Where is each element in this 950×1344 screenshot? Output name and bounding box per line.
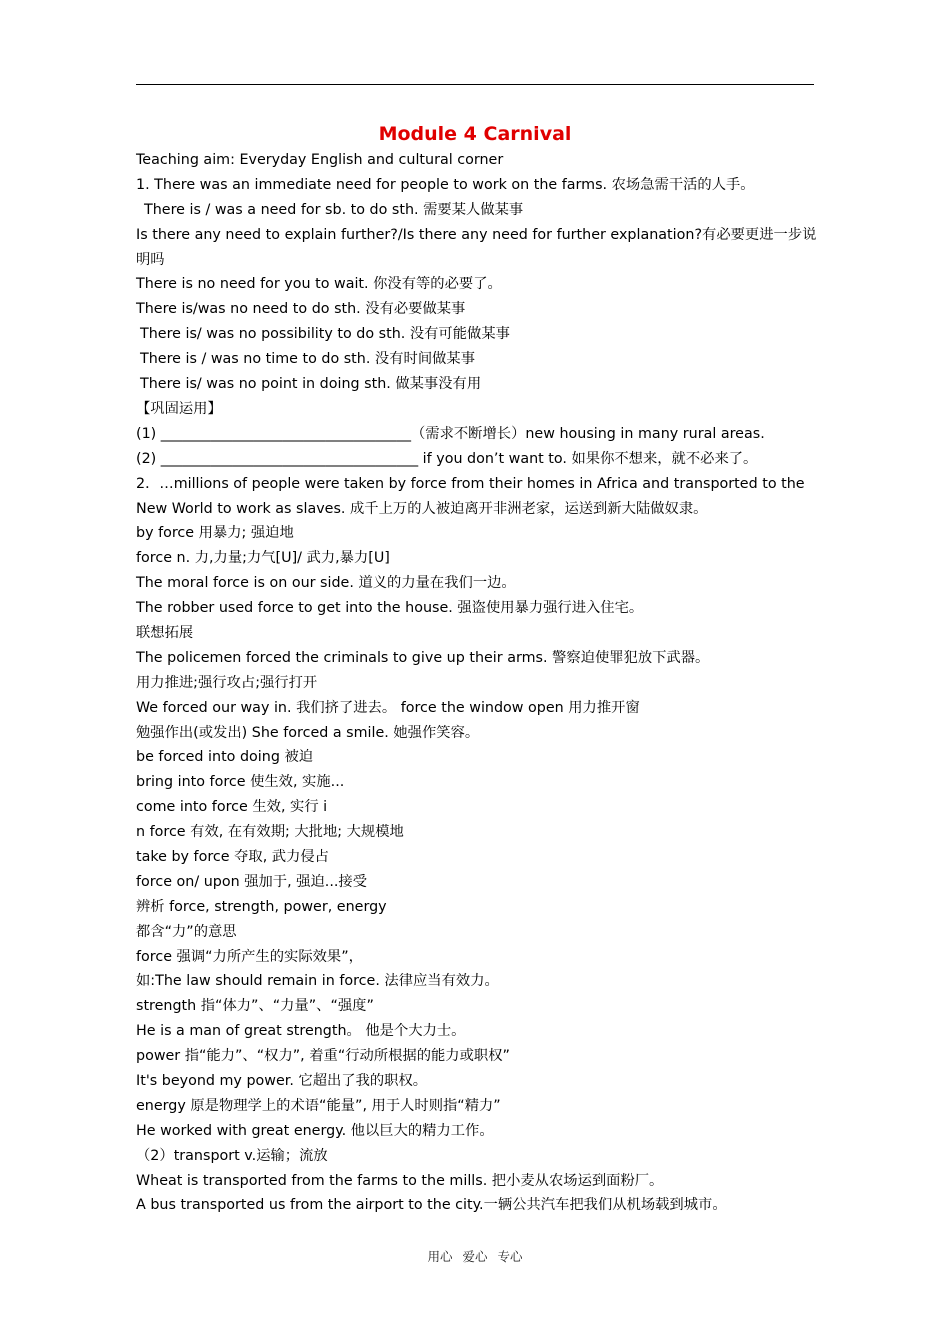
text-line: take by force 夺取, 武力侵占 <box>136 849 329 865</box>
text-line: There is/ was no possibility to do sth. 没有可能做某事 <box>140 326 510 343</box>
section-heading: 联想拓展 <box>136 624 194 641</box>
text-line: There is / was no time to do sth. 没有时间做某事 <box>140 351 476 368</box>
page-title: Module 4 Carnival <box>378 123 572 145</box>
text-line: The robber used force to get into the house. 强盗使用暴力强行进入住宅。 <box>136 600 644 617</box>
exercise-item: (1) ___________________________________（需求不断增长）new housing in many rural areas. <box>136 425 765 442</box>
header-rule <box>136 84 814 85</box>
text-line: A bus transported us from the airport to the city.一辆公共汽车把我们从机场载到城市。 <box>136 1197 727 1214</box>
text-line: It's beyond my power. 它超出了我的职权。 <box>136 1073 428 1090</box>
text-line: force n. 力,力量;力气[U]/ 武力,暴力[U] <box>136 550 390 567</box>
text-line: 2．…millions of people were taken by force from their homes in Africa and transported to the New World to work as slaves. 成千上万的人被迫离开非洲老家，运送到新大陆做奴隶。 <box>136 475 805 517</box>
text-line: He is a man of great strength。 他是个大力士。 <box>136 1023 466 1040</box>
text-line: Wheat is transported from the farms to the mills. 把小麦从农场运到面粉厂。 <box>136 1172 664 1189</box>
text-line: 如:The law should remain in force. 法律应当有效力。 <box>136 973 499 990</box>
section-heading: （2）transport v.运输；流放 <box>136 1147 328 1164</box>
section-heading: 【巩固运用】 <box>136 400 222 417</box>
text-line: 勉强作出(或发出) She forced a smile. 她强作笑容。 <box>136 724 480 741</box>
text-line: There is/was no need to do sth. 没有必要做某事 <box>136 301 466 318</box>
text-line: 1. There was an immediate need for people to work on the farms. 农场急需干活的人手。 <box>136 176 755 193</box>
text-line: n force 有效, 在有效期; 大批地; 大规模地 <box>136 824 404 841</box>
text-line: There is no need for you to wait. 你没有等的必要了。 <box>136 276 502 293</box>
document-body <box>136 148 822 1218</box>
text-line: He worked with great energy. 他以巨大的精力工作。 <box>136 1122 494 1139</box>
text-line: force 强调“力所产生的实际效果”， <box>136 948 363 965</box>
text-line: 用力推进;强行攻占;强行打开 <box>136 674 318 691</box>
text-line: There is/ was no point in doing sth. 做某事没有用 <box>140 376 482 393</box>
text-line: by force 用暴力; 强迫地 <box>136 525 294 542</box>
text-line: force on/ upon 强加于, 强迫...接受 <box>136 873 368 890</box>
section-heading: 辨析 force, strength, power, energy <box>136 898 387 915</box>
text-line: energy 原是物理学上的术语“能量”, 用于人时则指“精力” <box>136 1097 501 1114</box>
text-line: There is / was a need for sb. to do sth. 需要某人做某事 <box>144 201 524 218</box>
text-line: 都含“力”的意思 <box>136 923 237 940</box>
exercise-item: (2) ____________________________________ if you don’t want to. 如果你不想来，就不必来了。 <box>136 450 758 467</box>
page-footer: 用心 爱心 专心 <box>427 1249 523 1264</box>
text-line: bring into force 使生效, 实施... <box>136 774 345 791</box>
text-line: The moral force is on our side. 道义的力量在我们一边。 <box>136 575 516 592</box>
text-line: come into force 生效, 实行 i <box>136 799 328 816</box>
text-line: strength 指“体力”、“力量”、“强度” <box>136 998 374 1015</box>
teaching-aim: Teaching aim: Everyday English and cultural corner <box>136 152 504 168</box>
text-line: Is there any need to explain further?/Is there any need for further explanation?有必要更进一步说明吗 <box>136 226 817 268</box>
text-line: The policemen forced the criminals to give up their arms. 警察迫使罪犯放下武器。 <box>136 649 710 666</box>
text-line: We forced our way in. 我们挤了进去。 force the window open 用力推开窗 <box>136 699 640 716</box>
text-line: power 指“能力”、“权力”, 着重“行动所根据的能力或职权” <box>136 1048 510 1065</box>
text-line: be forced into doing 被迫 <box>136 749 314 766</box>
